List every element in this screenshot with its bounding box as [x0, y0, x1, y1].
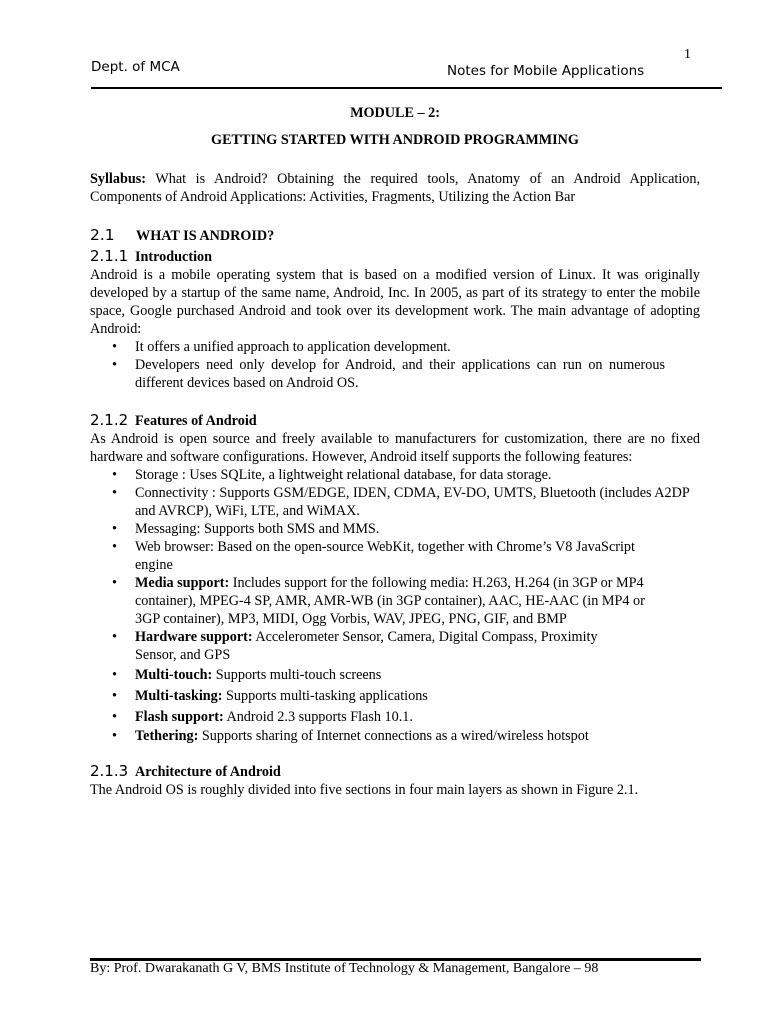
- list-item: [90, 687, 700, 705]
- section-number: 2.1: [90, 226, 115, 244]
- subsection-number: 2.1.3: [90, 762, 129, 780]
- subsection-heading: [90, 762, 700, 781]
- list-item: [90, 628, 630, 664]
- section-heading: [90, 226, 700, 245]
- header-dept: Dept. of MCA: [91, 59, 180, 75]
- bullet-icon: •: [112, 575, 117, 591]
- bullet-icon: •: [112, 688, 117, 704]
- list-item-text: Storage : Uses SQLite, a lightweight relational database, for data storage.: [135, 467, 552, 483]
- subsection-title: Features of Android: [135, 413, 257, 429]
- bullet-icon: •: [112, 539, 117, 555]
- list-item: [90, 466, 700, 484]
- intro-bullet-list: [90, 338, 700, 392]
- intro-paragraph: Android is a mobile operating system that is based on a modified version of Linux. It was originally developed by a startup of the same name, Android, Inc. In 2005, as part of its strategy to enter the mobile space, Google purchased Android and took over its development work. The main advantage of adopting Android:: [90, 267, 700, 337]
- list-item: [90, 666, 700, 684]
- list-item-text: Supports multi-touch screens: [212, 667, 382, 683]
- list-item: [90, 708, 700, 726]
- page-content: [90, 104, 700, 799]
- list-item: [90, 520, 700, 538]
- bullet-icon: •: [112, 485, 117, 501]
- header-title: Notes for Mobile Applications: [447, 63, 645, 79]
- list-item: [90, 574, 665, 628]
- bullet-icon: •: [112, 667, 117, 683]
- bullet-icon: •: [112, 357, 117, 373]
- bullet-icon: •: [112, 728, 117, 744]
- list-item-bold: Hardware support:: [135, 629, 253, 645]
- list-item-bold: Multi-tasking:: [135, 688, 223, 704]
- subsection-title: Introduction: [135, 249, 212, 265]
- bullet-icon: •: [112, 629, 117, 645]
- list-item: [90, 338, 700, 356]
- list-item-text: It offers a unified approach to application development.: [135, 339, 451, 355]
- syllabus: [90, 170, 700, 206]
- list-item-bold: Tethering:: [135, 728, 199, 744]
- subsection-number: 2.1.1: [90, 247, 129, 265]
- list-item: [90, 538, 665, 574]
- bullet-icon: •: [112, 467, 117, 483]
- header-rule: [91, 87, 722, 89]
- list-item: [90, 484, 700, 520]
- list-item-text: Android 2.3 supports Flash 10.1.: [223, 709, 413, 725]
- list-item-text: Supports multi-tasking applications: [222, 688, 428, 704]
- module-title: GETTING STARTED WITH ANDROID PROGRAMMING: [211, 132, 579, 148]
- list-item-text: Includes support for the following media: H.263, H.264 (in 3GP or MP4 container), MPEG-4 SP, AMR, AMR-WB (in 3GP container), AAC, HE-AAC (in MP4 or 3GP container), MP3, MIDI, Ogg Vorbis, WAV, JPEG, PNG, GIF, and BMP: [135, 575, 645, 627]
- list-item-text: Web browser: Based on the open-source WebKit, together with Chrome’s V8 JavaScript engine: [135, 539, 635, 573]
- footer-text: By: Prof. Dwarakanath G V, BMS Institute of Technology & Management, Bangalore – 98: [90, 961, 599, 976]
- subsection-title: Architecture of Android: [135, 764, 281, 780]
- features-paragraph: As Android is open source and freely available to manufacturers for customization, there are no fixed hardware and software configurations. However, Android itself supports the following features:: [90, 431, 700, 465]
- bullet-icon: •: [112, 709, 117, 725]
- list-item: [90, 727, 700, 745]
- bullet-icon: •: [112, 521, 117, 537]
- subsection-number: 2.1.2: [90, 411, 129, 429]
- syllabus-label: Syllabus:: [90, 171, 146, 187]
- list-item-bold: Multi-touch:: [135, 667, 213, 683]
- module-label: MODULE – 2:: [350, 105, 440, 121]
- list-item-text: Supports sharing of Internet connections as a wired/wireless hotspot: [198, 728, 589, 744]
- list-item-bold: Media support:: [135, 575, 230, 591]
- subsection-heading: [90, 247, 700, 266]
- syllabus-text: What is Android? Obtaining the required tools, Anatomy of an Android Application, Components of Android Applications: Activities, Fragments, Utilizing the Action Bar: [90, 171, 700, 205]
- list-item-bold: Flash support:: [135, 709, 224, 725]
- list-item-text: Messaging: Supports both SMS and MMS.: [135, 521, 380, 537]
- architecture-paragraph: The Android OS is roughly divided into five sections in four main layers as shown in Figure 2.1.: [90, 782, 639, 798]
- list-item-text: Accelerometer Sensor, Camera, Digital Compass, Proximity Sensor, and GPS: [135, 629, 598, 663]
- subsection-heading: [90, 411, 700, 430]
- list-item: [90, 356, 665, 392]
- section-title: WHAT IS ANDROID?: [136, 228, 275, 244]
- page-number: 1: [684, 47, 691, 62]
- list-item-text: Connectivity : Supports GSM/EDGE, IDEN, CDMA, EV-DO, UMTS, Bluetooth (includes A2DP and AVRCP), WiFi, LTE, and WiMAX.: [135, 485, 690, 519]
- features-bullet-list: [90, 466, 700, 745]
- list-item-text: Developers need only develop for Android, and their applications can run on numerous different devices based on Android OS.: [135, 357, 665, 391]
- bullet-icon: •: [112, 339, 117, 355]
